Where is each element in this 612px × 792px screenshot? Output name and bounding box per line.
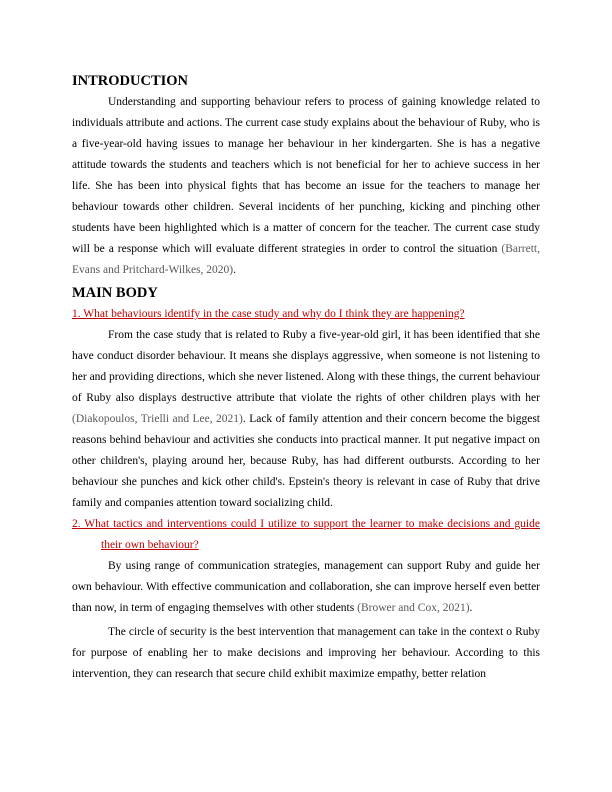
introduction-tail: .	[233, 264, 237, 276]
q1-text-a: From the case study that is related to Ruby a five-year-old girl, it has been identified that she have conduct disorder behaviour. It means she displays aggressive, when someone is not listening to her and providing directions, which she never listened. Along with these things, the current behaviour of Ruby also displays destructive attribute that violate the rights of other children plays with her	[72, 329, 540, 404]
question-2-paragraph-2: The circle of security is the best intervention that management can take in the context o Ruby for purpose of enabling her to make decisions and improving her behaviour. According to this intervention, they can research that secure child exhibit maximize empathy, better relation	[72, 626, 540, 680]
question-2-heading: 2. What tactics and interventions could I utilize to support the learner to make decisions and guide their own behaviour?	[72, 518, 540, 551]
question-1-heading: 1. What behaviours identify in the case study and why do I think they are happening?	[72, 308, 465, 320]
introduction-citation: (Barrett, Evans and Pritchard-Wilkes, 2020)	[72, 243, 540, 276]
page-content	[72, 72, 540, 685]
question-2-paragraph-1	[72, 556, 540, 619]
introduction-text: Understanding and supporting behaviour refers to process of gaining knowledge related to individuals attribute and actions. The current case study explains about the behaviour of Ruby, who is a five-year-old having issues to manage her behaviour in her kindergarten. She is has a negative attitude towards the students and teachers which is not beneficial for her to achieve success in her life. She has been into physical fights that has become an issue for the teachers to manage her behaviour towards other children. Several incidents of her punching, kicking and pinching other students have been highlighted which is a matter of concern for the teacher. The current case study will be a response which will evaluate different strategies in order to control the situation	[72, 96, 540, 255]
question-1-paragraph	[72, 325, 540, 514]
q1-citation: (Diakopoulos, Trielli and Lee, 2021)	[72, 413, 243, 425]
introduction-paragraph	[72, 92, 540, 281]
q2-citation: (Brower and Cox, 2021)	[357, 602, 470, 614]
main-body-heading: MAIN BODY	[72, 285, 158, 301]
q2-tail: .	[469, 602, 473, 614]
introduction-heading: INTRODUCTION	[72, 73, 189, 89]
q1-text-b: . Lack of family attention and their concern become the biggest reasons behind behaviour and activities she conducts into practical manner. It put negative impact on other children's, playing around her, because Ruby, has had different outbursts. According to her behaviour she punches and kick other child's. Epstein's theory is relevant in case of Ruby that drive family and companies attention toward socializing child.	[72, 413, 541, 509]
q2-text-a: By using range of communication strategies, management can support Ruby and guide her own behaviour. With effective communication and collaboration, she can improve herself even better than now, in term of engaging themselves with other students	[72, 560, 540, 614]
